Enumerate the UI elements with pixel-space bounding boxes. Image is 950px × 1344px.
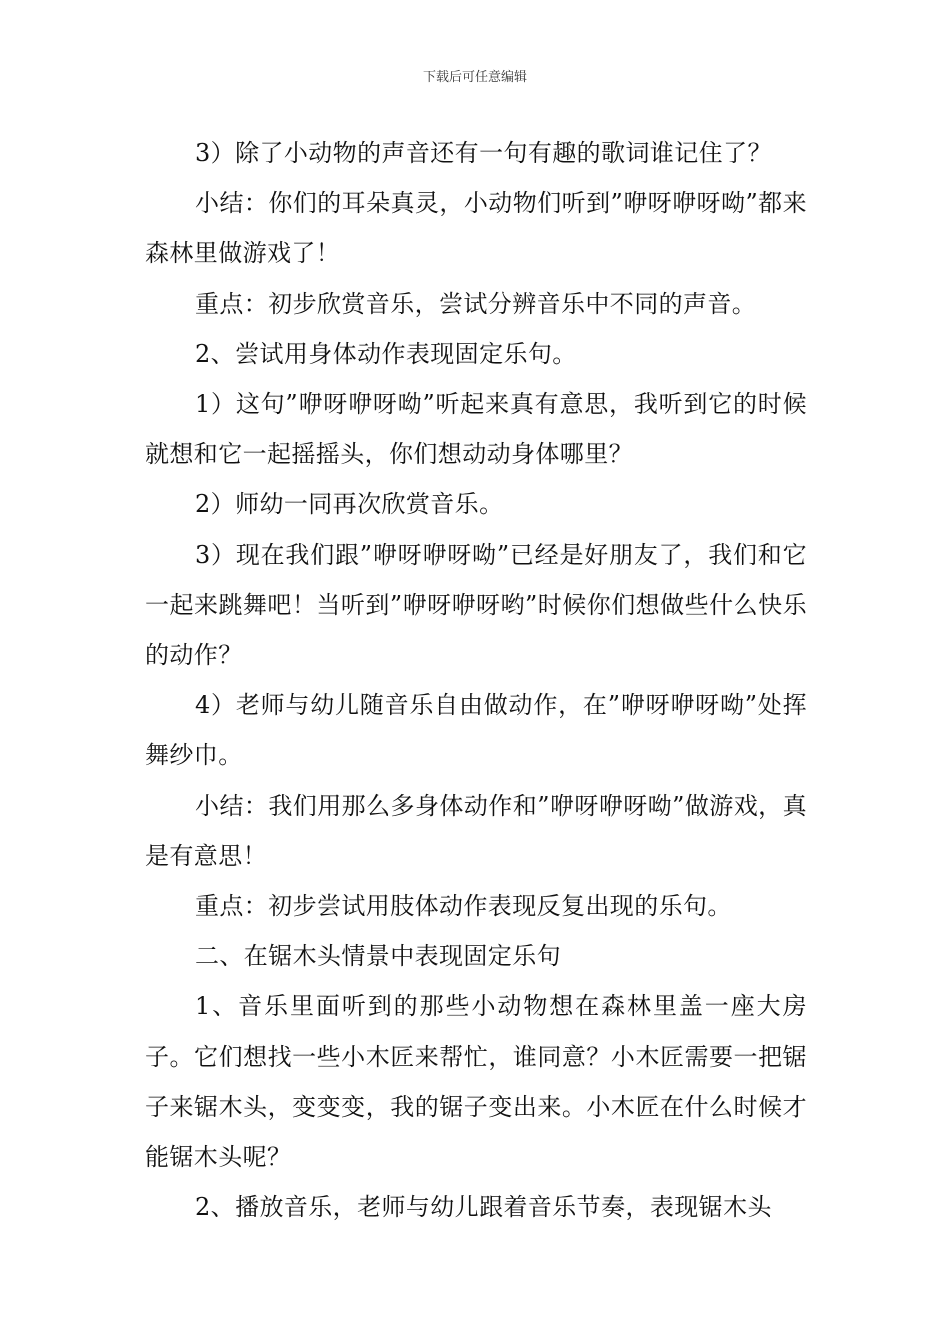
paragraph-5: 1）这句”咿呀咿呀呦”听起来真有意思，我听到它的时候就想和它一起摇摇头，你们想动动身体哪里？ [145,390,807,469]
paragraph-3: 重点：初步欣赏音乐，尝试分辨音乐中不同的声音。 [195,289,757,318]
paragraph-9: 小结：我们用那么多身体动作和”咿呀咿呀呦”做游戏，真是有意思！ [145,791,807,870]
page-header: 下载后可任意编辑 [422,70,527,85]
paragraph-12: 1、音乐里面听到的那些小动物想在森林里盖一座大房子。它们想找一些小木匠来帮忙，谁同意？小木匠需要一把锯子来锯木头，变变变，我的锯子变出来。小木匠在什么时候才能锯木头呢？ [145,992,807,1172]
paragraph-1: 3）除了小动物的声音还有一句有趣的歌词谁记住了？ [195,139,772,167]
document-body [145,128,807,1232]
paragraph-13: 2、播放音乐，老师与幼儿跟着音乐节奏，表现锯木头 [195,1193,772,1222]
paragraph-10: 重点：初步尝试用肢体动作表现反复出现的乐句。 [195,892,732,921]
paragraph-4: 2、尝试用身体动作表现固定乐句。 [195,339,577,368]
paragraph-11: 二、在锯木头情景中表现固定乐句 [195,942,561,971]
paragraph-8: 4）老师与幼儿随音乐自由做动作，在”咿呀咿呀呦”处挥舞纱巾。 [145,691,807,770]
paragraph-6: 2）师幼一同再次欣赏音乐。 [195,490,504,519]
paragraph-7: 3）现在我们跟”咿呀咿呀呦”已经是好朋友了，我们和它一起来跳舞吧！当听到”咿呀咿呀哟”时候你们想做些什么快乐的动作？ [145,540,807,670]
paragraph-2: 小结：你们的耳朵真灵，小动物们听到”咿呀咿呀呦”都来森林里做游戏了！ [145,189,807,268]
